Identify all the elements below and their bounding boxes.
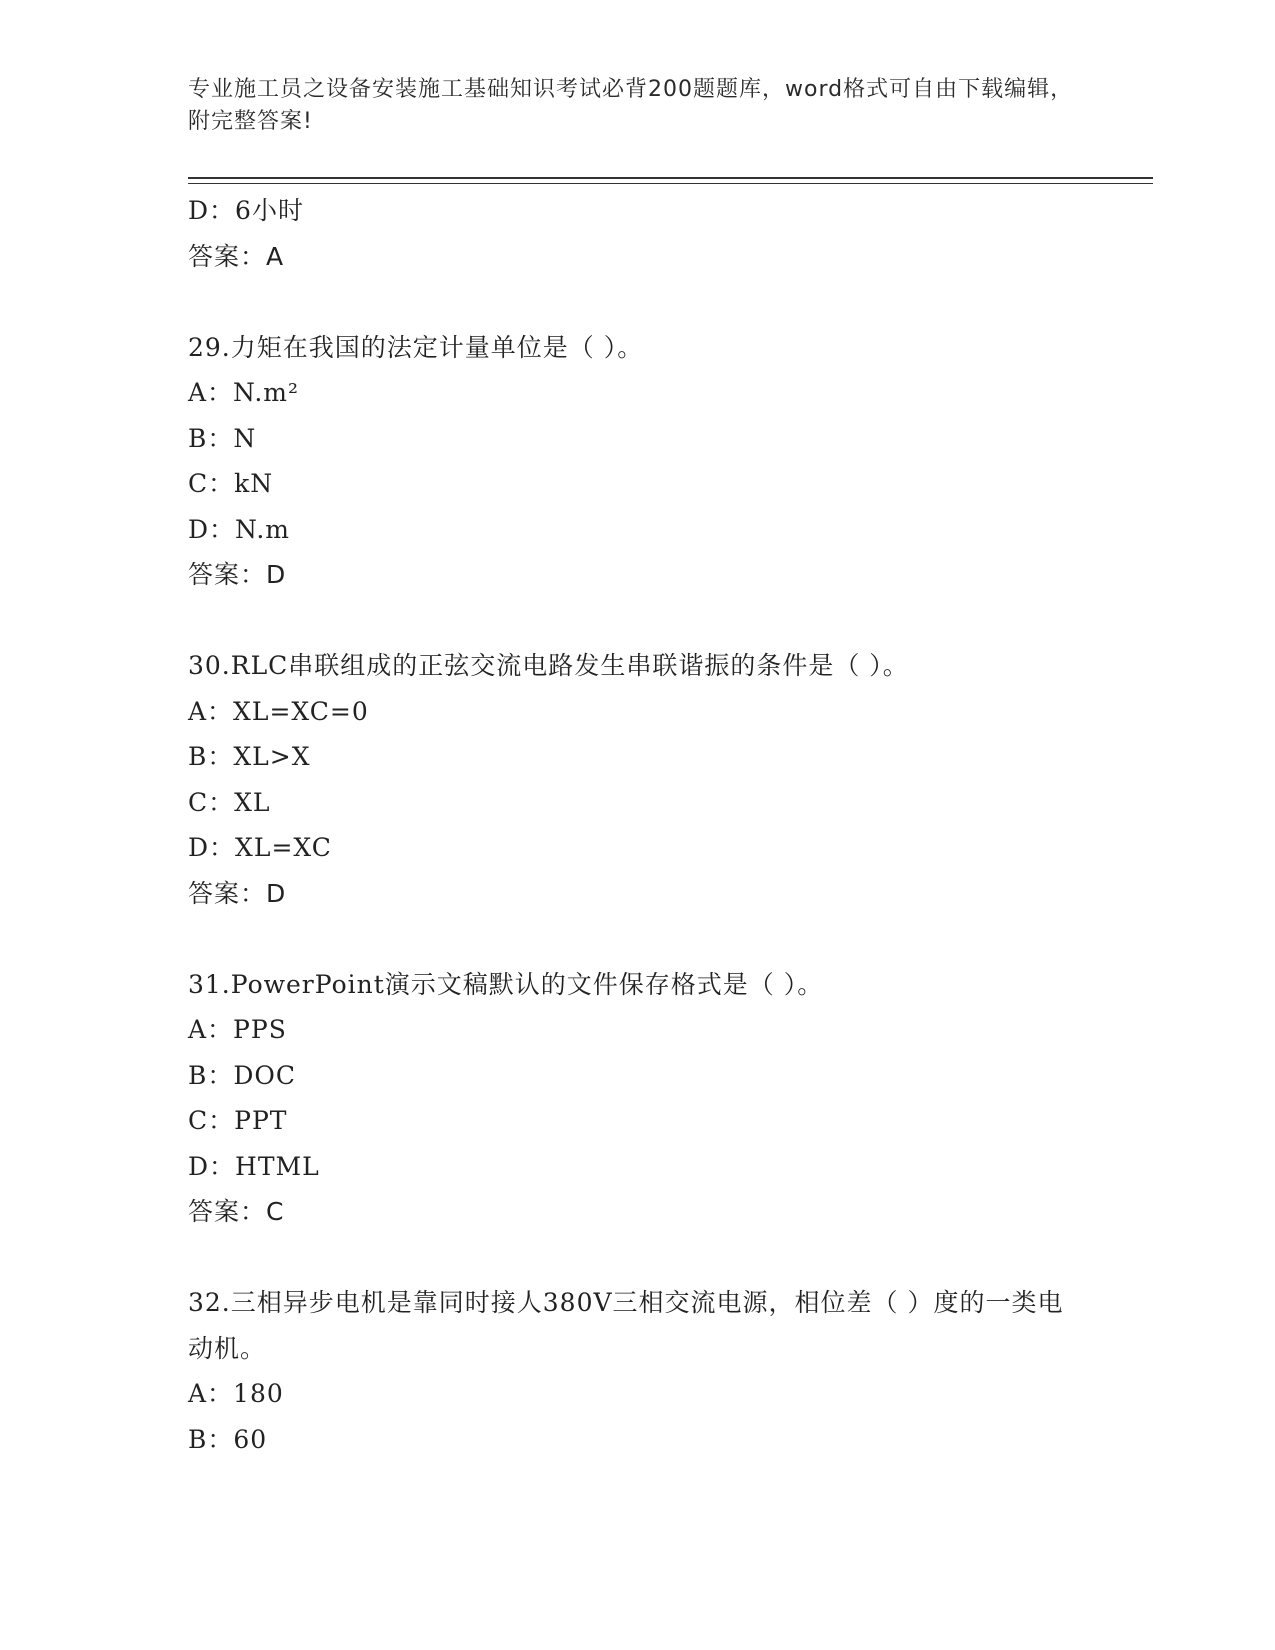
option-c: C：kN — [188, 469, 274, 498]
option-a: A：PPS — [188, 1015, 287, 1044]
question-stem: 32.三相异步电机是靠同时接人380V三相交流电源，相位差（ ）度的一类电动机。 — [188, 1288, 1064, 1363]
option-a: A：180 — [188, 1379, 284, 1408]
answer-line: 答案：A — [188, 241, 285, 271]
question-30 — [188, 643, 1148, 916]
spacer — [188, 279, 1148, 325]
option-a: A：XL=XC=0 — [188, 696, 369, 726]
header-divider-thin — [188, 183, 1153, 184]
header-divider-thick — [188, 177, 1153, 179]
option-d: D：XL=XC — [188, 833, 332, 862]
question-list — [188, 188, 1148, 1462]
option-b: B：60 — [188, 1424, 268, 1454]
option-c: C：XL — [188, 787, 271, 817]
option-d: D：HTML — [188, 1151, 320, 1181]
answer-line: 答案：D — [188, 878, 287, 908]
option-d: D：N.m — [188, 514, 290, 544]
option-c: C：PPT — [188, 1106, 288, 1135]
document-header: 专业施工员之设备安装施工基础知识考试必背200题题库，word格式可自由下载编辑，附完整答案! — [188, 77, 1074, 134]
spacer — [188, 1235, 1148, 1281]
question-32 — [188, 1280, 1148, 1462]
question-stem: 29.力矩在我国的法定计量单位是（ ）。 — [188, 332, 644, 362]
question-stem: 30.RLC串联组成的正弦交流电路发生串联谐振的条件是（ ）。 — [188, 651, 909, 680]
question-31 — [188, 962, 1148, 1235]
answer-line: 答案：D — [188, 560, 287, 589]
option-b: B：DOC — [188, 1060, 297, 1090]
spacer — [188, 598, 1148, 644]
option-a: A：N.m² — [188, 378, 300, 407]
option-b: B：N — [188, 423, 257, 453]
option-d: D：6小时 — [188, 196, 304, 225]
spacer — [188, 916, 1148, 962]
option-b: B：XL>X — [188, 742, 311, 771]
question-stem: 31.PowerPoint演示文稿默认的文件保存格式是（ ）。 — [188, 969, 824, 999]
question-29 — [188, 325, 1148, 598]
answer-line: 答案：C — [188, 1197, 285, 1226]
